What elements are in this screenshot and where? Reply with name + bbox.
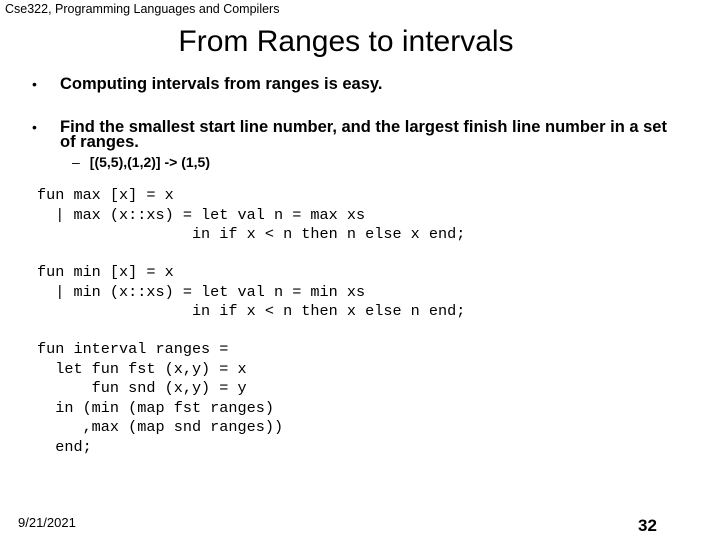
bullet-marker: • bbox=[32, 119, 37, 135]
bullet-marker: • bbox=[32, 76, 37, 92]
sub-bullet-marker: – bbox=[72, 154, 80, 170]
bullet-text: Find the smallest start line number, and the largest finish line number in a set of ranges. bbox=[60, 118, 667, 151]
slide-title: From Ranges to intervals bbox=[178, 25, 514, 58]
code-block-interval: fun interval ranges = let fun fst (x,y) = x fun snd (x,y) = y in (min (map fst ranges) ,max (map snd ranges)) end; bbox=[37, 340, 284, 456]
bullet-text: Computing intervals from ranges is easy. bbox=[60, 75, 383, 93]
course-header: Cse322, Programming Languages and Compilers bbox=[5, 2, 280, 16]
bullet-item-2 bbox=[32, 118, 680, 151]
sub-bullet-item bbox=[72, 154, 210, 170]
code-block-max: fun max [x] = x | max (x::xs) = let val n = max xs in if x < n then n else x end; bbox=[37, 186, 466, 243]
code-block-min: fun min [x] = x | min (x::xs) = let val n = min xs in if x < n then x else n end; bbox=[37, 263, 466, 320]
sub-bullet-text: [(5,5),(1,2)] -> (1,5) bbox=[89, 154, 210, 170]
page-number: 32 bbox=[638, 516, 657, 535]
bullet-item-1 bbox=[32, 75, 680, 93]
footer-date: 9/21/2021 bbox=[18, 515, 76, 530]
